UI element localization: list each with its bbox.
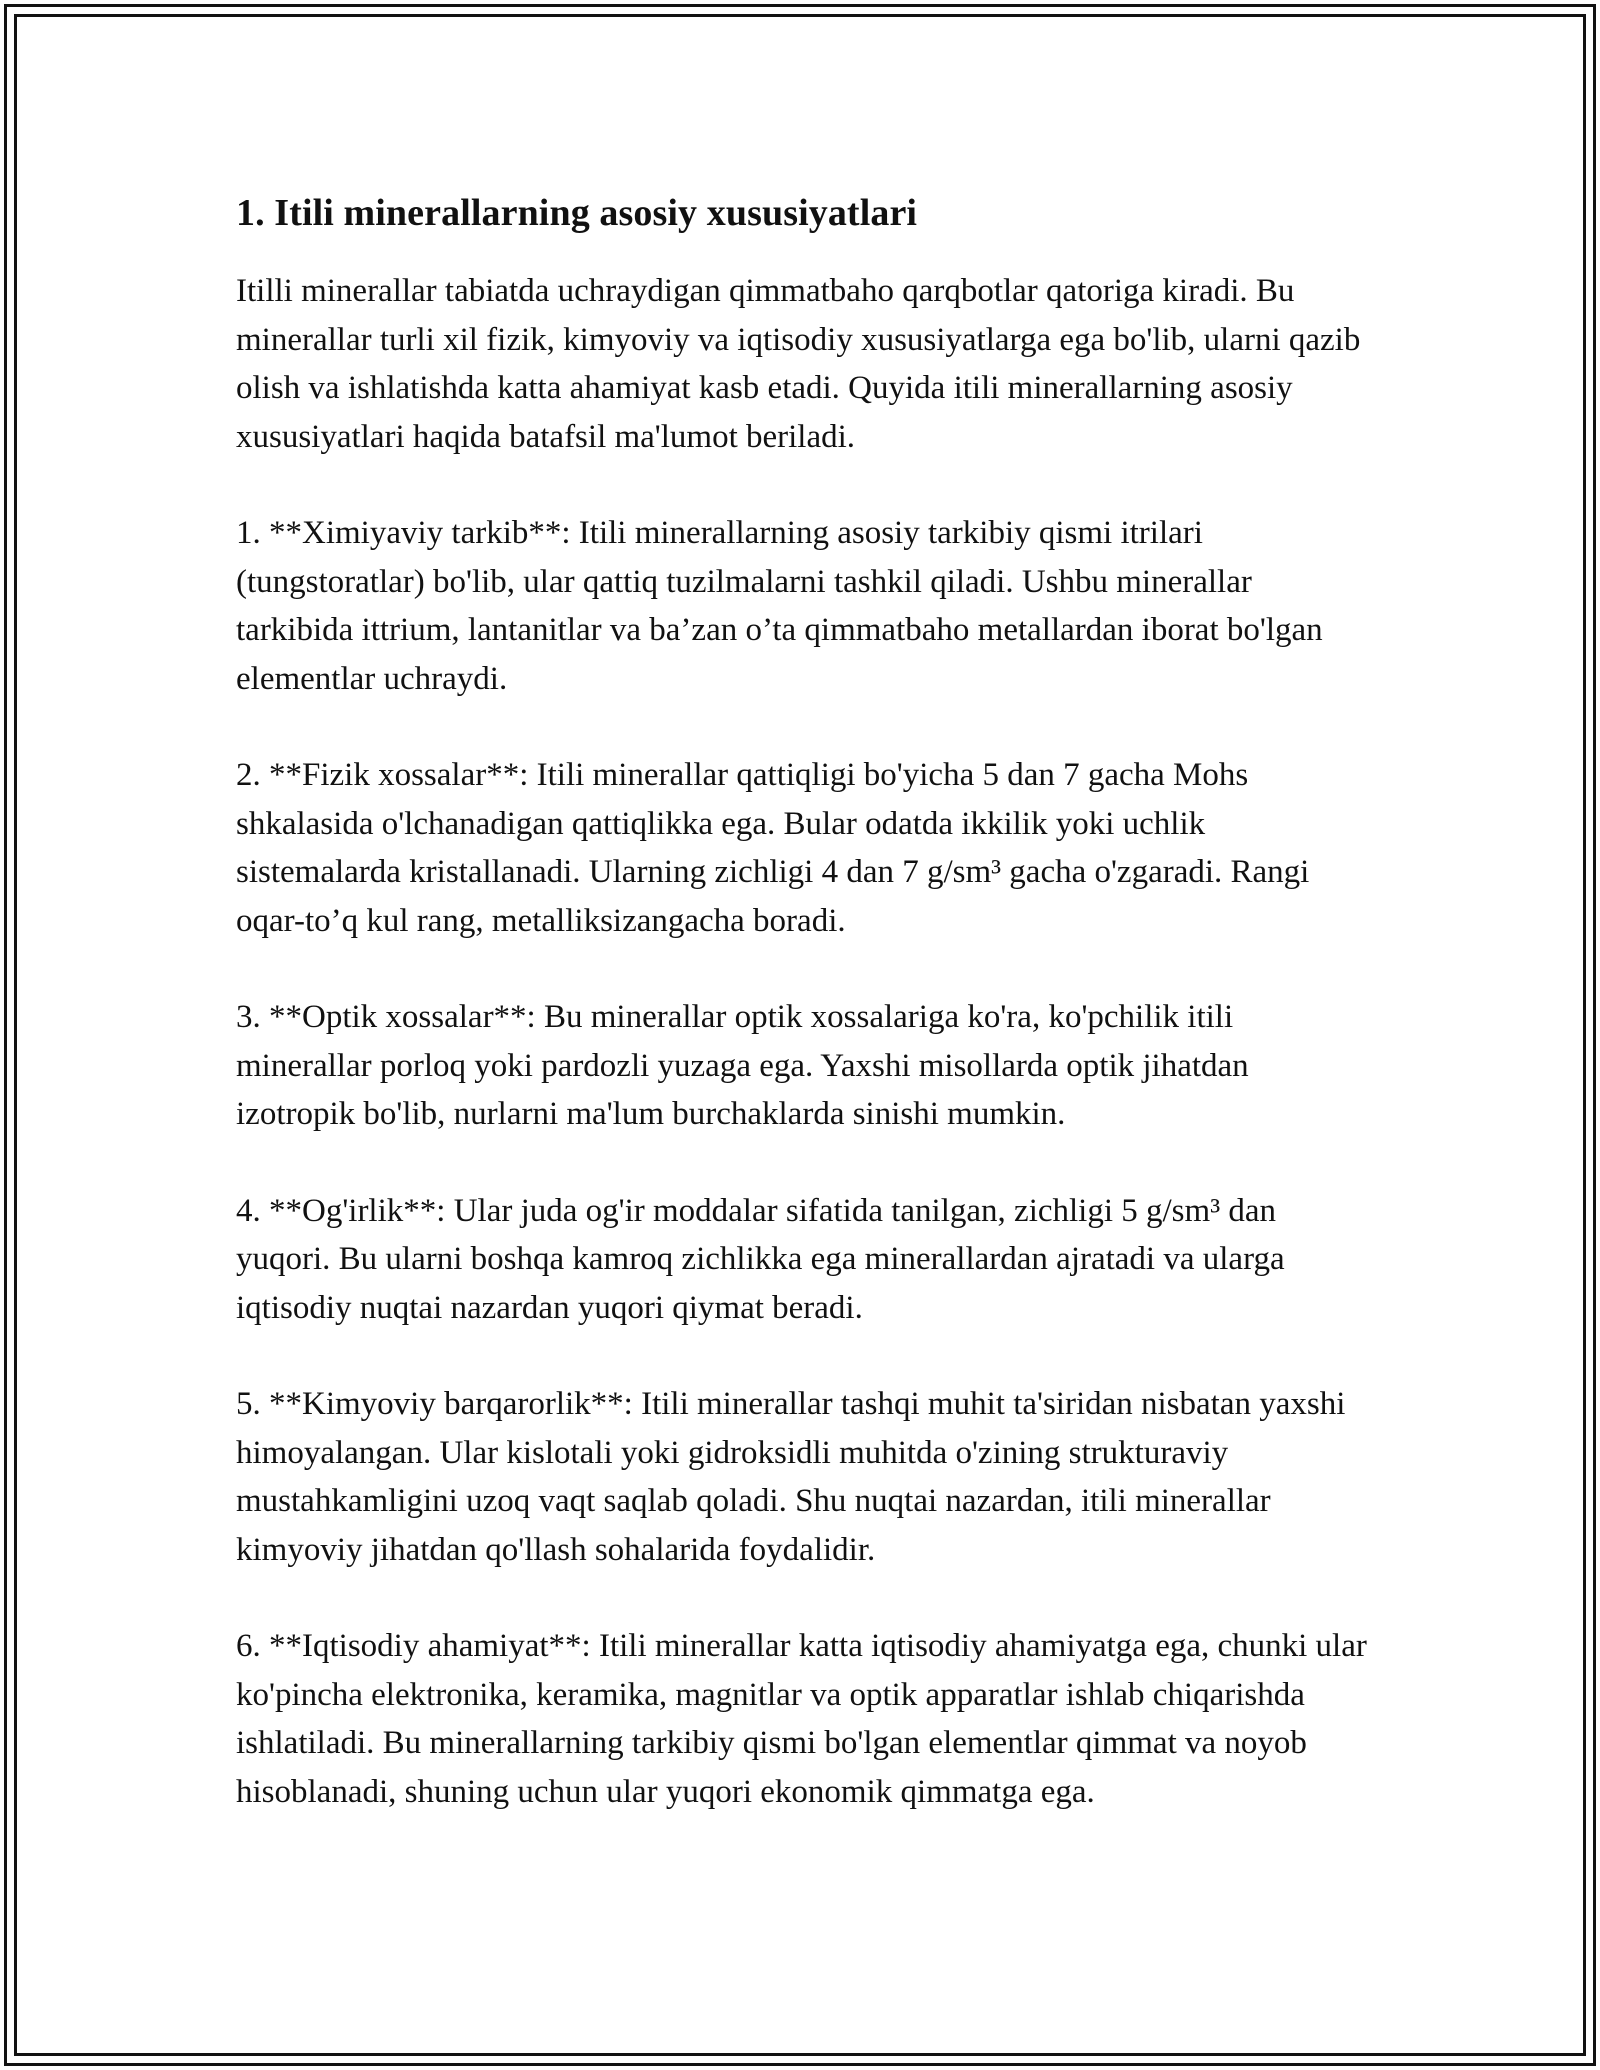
document-title: 1. Itili minerallarning asosiy xususiyatlari xyxy=(236,192,918,234)
paragraph-physical-properties: 2. **Fizik xossalar**: Itili minerallar qattiqligi bo'yicha 5 dan 7 gacha Mohs shkalasida o'lchanadigan qattiqlikka ega. Bular odatda ikkilik yoki uchlik sistemalarda kristallanadi. Ularning zichligi 4 dan 7 g/sm³ gacha o'zgaradi. Rangi oqar-to’q kul rang, metalliksizangacha boradi. xyxy=(236,757,1310,939)
document-page xyxy=(236,185,1376,1864)
paragraph-chemical-stability: 5. **Kimyoviy barqarorlik**: Itili minerallar tashqi muhit ta'siridan nisbatan yaxshi himoyalangan. Ular kislotali yoki gidroksidli muhitda o'zining strukturaviy mustahkamligini uzoq vaqt saqlab qoladi. Shu nuqtai nazardan, itili minerallar kimyoviy jihatdan qo'llash sohalarida foydalidir. xyxy=(236,1386,1346,1568)
paragraph-weight: 4. **Og'irlik**: Ular juda og'ir moddalar sifatida tanilgan, zichligi 5 g/sm³ dan yuqori. Bu ularni boshqa kamroq zichlikka ega minerallardan ajratadi va ularga iqtisodiy nuqtai nazardan yuqori qiymat beradi. xyxy=(236,1192,1285,1326)
intro-paragraph: Itilli minerallar tabiatda uchraydigan qimmatbaho qarqbotlar qatoriga kiradi. Bu minerallar turli xil fizik, kimyoviy va iqtisodiy xususiyatlarga ega bo'lib, ularni qazib olish va ishlatishda katta ahamiyat kasb etadi. Quyida itili minerallarning asosiy xususiyatlari haqida batafsil ma'lumot beriladi. xyxy=(236,273,1361,455)
paragraph-economic-importance: 6. **Iqtisodiy ahamiyat**: Itili minerallar katta iqtisodiy ahamiyatga ega, chunki ular ko'pincha elektronika, keramika, magnitlar va optik apparatlar ishlab chiqarishda ishlatiladi. Bu minerallarning tarkibiy qismi bo'lgan elementlar qimmat va noyob hisoblanadi, shuning uchun ular yuqori ekonomik qimmatga ega. xyxy=(236,1628,1367,1810)
paragraph-optical-properties: 3. **Optik xossalar**: Bu minerallar optik xossalariga ko'ra, ko'pchilik itili minerallar porloq yoki pardozli yuzaga ega. Yaxshi misollarda optik jihatdan izotropik bo'lib, nurlarni ma'lum burchaklarda sinishi mumkin. xyxy=(236,999,1249,1132)
paragraph-chemical-composition: 1. **Ximiyaviy tarkib**: Itili minerallarning asosiy tarkibiy qismi itrilari (tungstoratlar) bo'lib, ular qattiq tuzilmalarni tashkil qiladi. Ushbu minerallar tarkibida ittrium, lantanitlar va ba’zan o’ta qimmatbaho metallardan iborat bo'lgan elementlar uchraydi. xyxy=(236,515,1323,697)
